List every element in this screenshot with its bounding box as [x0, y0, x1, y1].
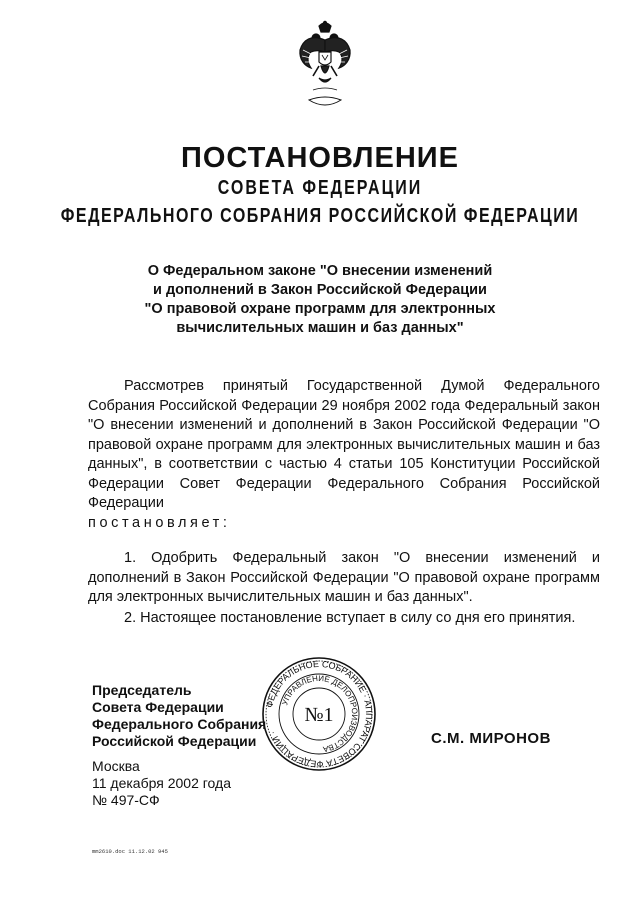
subject-line: О Федеральном законе "О внесении изменений: [147, 263, 493, 279]
issuance-date: 11 декабря 2002 года: [92, 775, 231, 791]
document-number: № 497-СФ: [92, 792, 160, 808]
seal-outer-text: ФЕДЕРАЛЬНОЕ СОБРАНИЕ · АППАРАТ СОВЕТА ФЕДЕРАЦИИ ·: [264, 658, 375, 770]
preamble-text: Рассмотрев принятый Государственной Думой Федерального Собрания Российской Федерации 29 ноября 2002 года Федеральный закон "О внесении изменений и дополнений в Закон Российской Федерации "О правовой охране программ для электронных вычислительных машин и баз данных", в соответствии с частью 4 статьи 105 Конституции Российской Федерации Совет Федерации Федерального Собрания Российской Федерации: [88, 378, 600, 511]
preamble-paragraph: [88, 377, 600, 533]
signer-position-line: Федерального Собрания: [92, 716, 267, 732]
issuance-city: Москва: [92, 758, 140, 774]
coat-of-arms-icon: [297, 20, 353, 108]
resolution-item-1: 1. Одобрить Федеральный закон "О внесении изменений и дополнений в Закон Российской Федерации "О правовой охране программ для электронных вычислительных машин и баз данных".: [88, 550, 600, 605]
subject-line: вычислительных машин и баз данных": [176, 320, 464, 336]
signer-position-line: Совета Федерации: [92, 699, 224, 715]
signer-name: С.М. МИРОНОВ: [431, 730, 551, 747]
signer-position-line: Председатель: [92, 682, 192, 698]
document-subject: [100, 262, 540, 338]
document-title: ПОСТАНОВЛЕНИЕ: [181, 142, 459, 174]
seal-number: №1: [304, 704, 334, 726]
issuance-details: [92, 758, 231, 809]
seal-inner-text: УПРАВЛЕНИЕ ДЕЛОПРОИЗВОДСТВА: [280, 673, 360, 754]
subject-line: "О правовой охране программ для электронных: [144, 301, 496, 317]
resolves-word: постановляет:: [88, 514, 231, 531]
official-seal: [260, 655, 378, 773]
issuing-body-parent: ФЕДЕРАЛЬНОГО СОБРАНИЯ РОССИЙСКОЙ ФЕДЕРАЦИИ: [60, 205, 580, 227]
issuing-body: СОВЕТА ФЕДЕРАЦИИ: [217, 177, 423, 199]
file-reference-code: mm2610.doc 11.12.02 945: [92, 848, 168, 855]
signer-position-line: Российской Федерации: [92, 733, 257, 749]
resolution-item-2: 2. Настоящее постановление вступает в силу со дня его принятия.: [124, 610, 576, 626]
subject-line: и дополнений в Закон Российской Федерации: [153, 282, 487, 298]
